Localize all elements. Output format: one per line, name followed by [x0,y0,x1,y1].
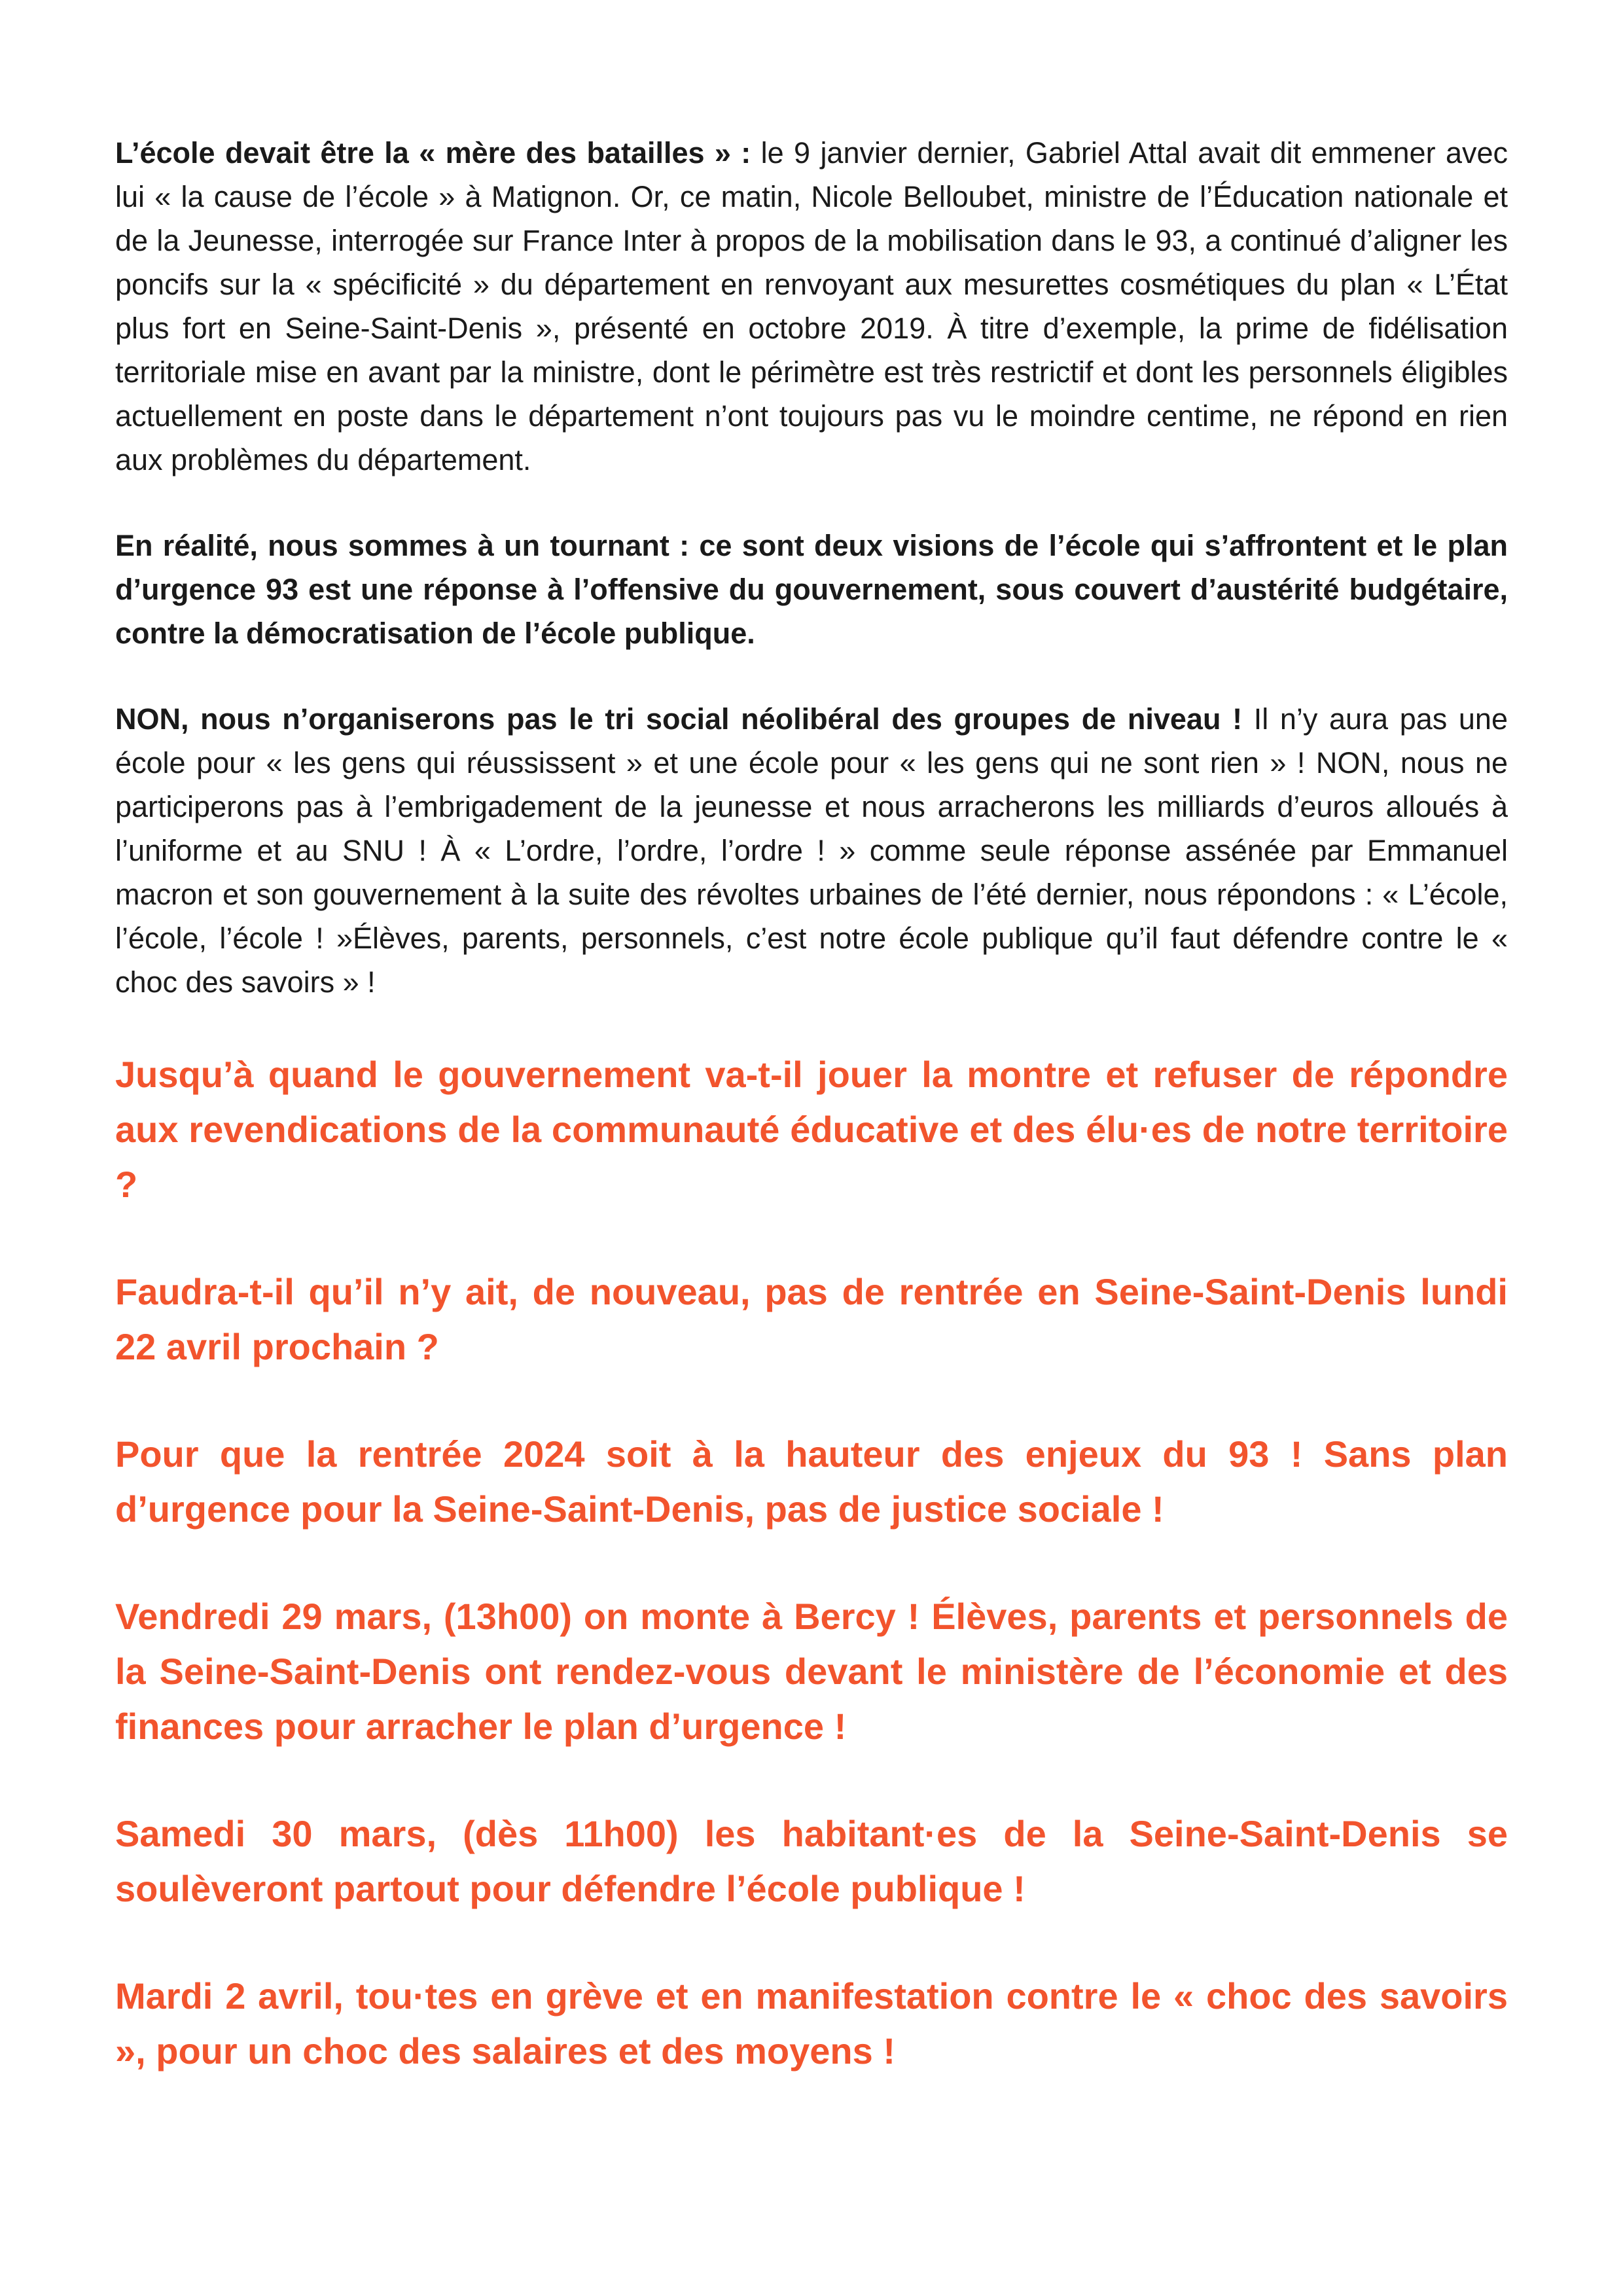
callout-tuesday-strike: Mardi 2 avril, tou·tes en grève et en manifestation contre le « choc des savoirs », pour un choc des salaires et des moyens ! [115,1975,1508,2072]
callout-friday-bercy: Vendredi 29 mars, (13h00) on monte à Bercy ! Élèves, parents et personnels de la Seine-Saint-Denis ont rendez-vous devant le ministère de l’économie et des finances pour arracher le plan d’urgence ! [115,1596,1508,1747]
refusal-paragraph [115,697,1508,1004]
intro-text: le 9 janvier dernier, Gabriel Attal avait dit emmener avec lui « la cause de l’école » à Matignon. Or, ce matin, Nicole Belloubet, ministre de l’Éducation nationale et de la Jeunesse, interrogée sur France Inter à propos de la mobilisation dans le 93, a continué d’aligner les poncifs sur la « spécificité » du département en renvoyant aux mesurettes cosmétiques du plan « L’État plus fort en Seine-Saint-Denis », présenté en octobre 2019. À titre d’exemple, la prime de fidélisation territoriale mise en avant par la ministre, dont le périmètre est très restrictif et dont les personnels éligibles actuellement en poste dans le département n’ont toujours pas vu le moindre centime, ne répond en rien aux problèmes du département. [115,136,1508,476]
intro-lead: L’école devait être la « mère des batailles » : [115,136,751,170]
callout-question-rentree: Faudra-t-il qu’il n’y ait, de nouveau, pas de rentrée en Seine-Saint-Denis lundi 22 avril prochain ? [115,1271,1508,1367]
turning-point-paragraph [115,524,1508,655]
turning-point-text: En réalité, nous sommes à un tournant : ce sont deux visions de l’école qui s’affrontent et le plan d’urgence 93 est une réponse à l’offensive du gouvernement, sous couvert d’austérité budgétaire, contre la démocratisation de l’école publique. [115,529,1508,650]
callout-saturday: Samedi 30 mars, (dès 11h00) les habitant·es de la Seine-Saint-Denis se soulèveront partout pour défendre l’école publique ! [115,1813,1508,1909]
callout-question-government: Jusqu’à quand le gouvernement va-t-il jouer la montre et refuser de répondre aux revendications de la communauté éducative et des élu·es de notre territoire ? [115,1054,1508,1205]
intro-paragraph [115,131,1508,482]
refusal-lead: NON, nous n’organiserons pas le tri social néolibéral des groupes de niveau ! [115,702,1243,736]
refusal-text: Il n’y aura pas une école pour « les gens qui réussissent » et une école pour « les gens qui ne sont rien » ! NON, nous ne participerons pas à l’embrigadement de la jeunesse et nous arracherons les milliards d’euros alloués à l’uniforme et au SNU ! À « L’ordre, l’ordre, l’ordre ! » comme seule réponse assénée par Emmanuel macron et son gouvernement à la suite des révoltes urbaines de l’été dernier, nous répondons : « L’école, l’école, l’école ! »Élèves, parents, personnels, c’est notre école publique qu’il faut défendre contre le « choc des savoirs » ! [115,702,1508,999]
callout-rentree-2024: Pour que la rentrée 2024 soit à la hauteur des enjeux du 93 ! Sans plan d’urgence pour la Seine-Saint-Denis, pas de justice sociale ! [115,1433,1508,1530]
